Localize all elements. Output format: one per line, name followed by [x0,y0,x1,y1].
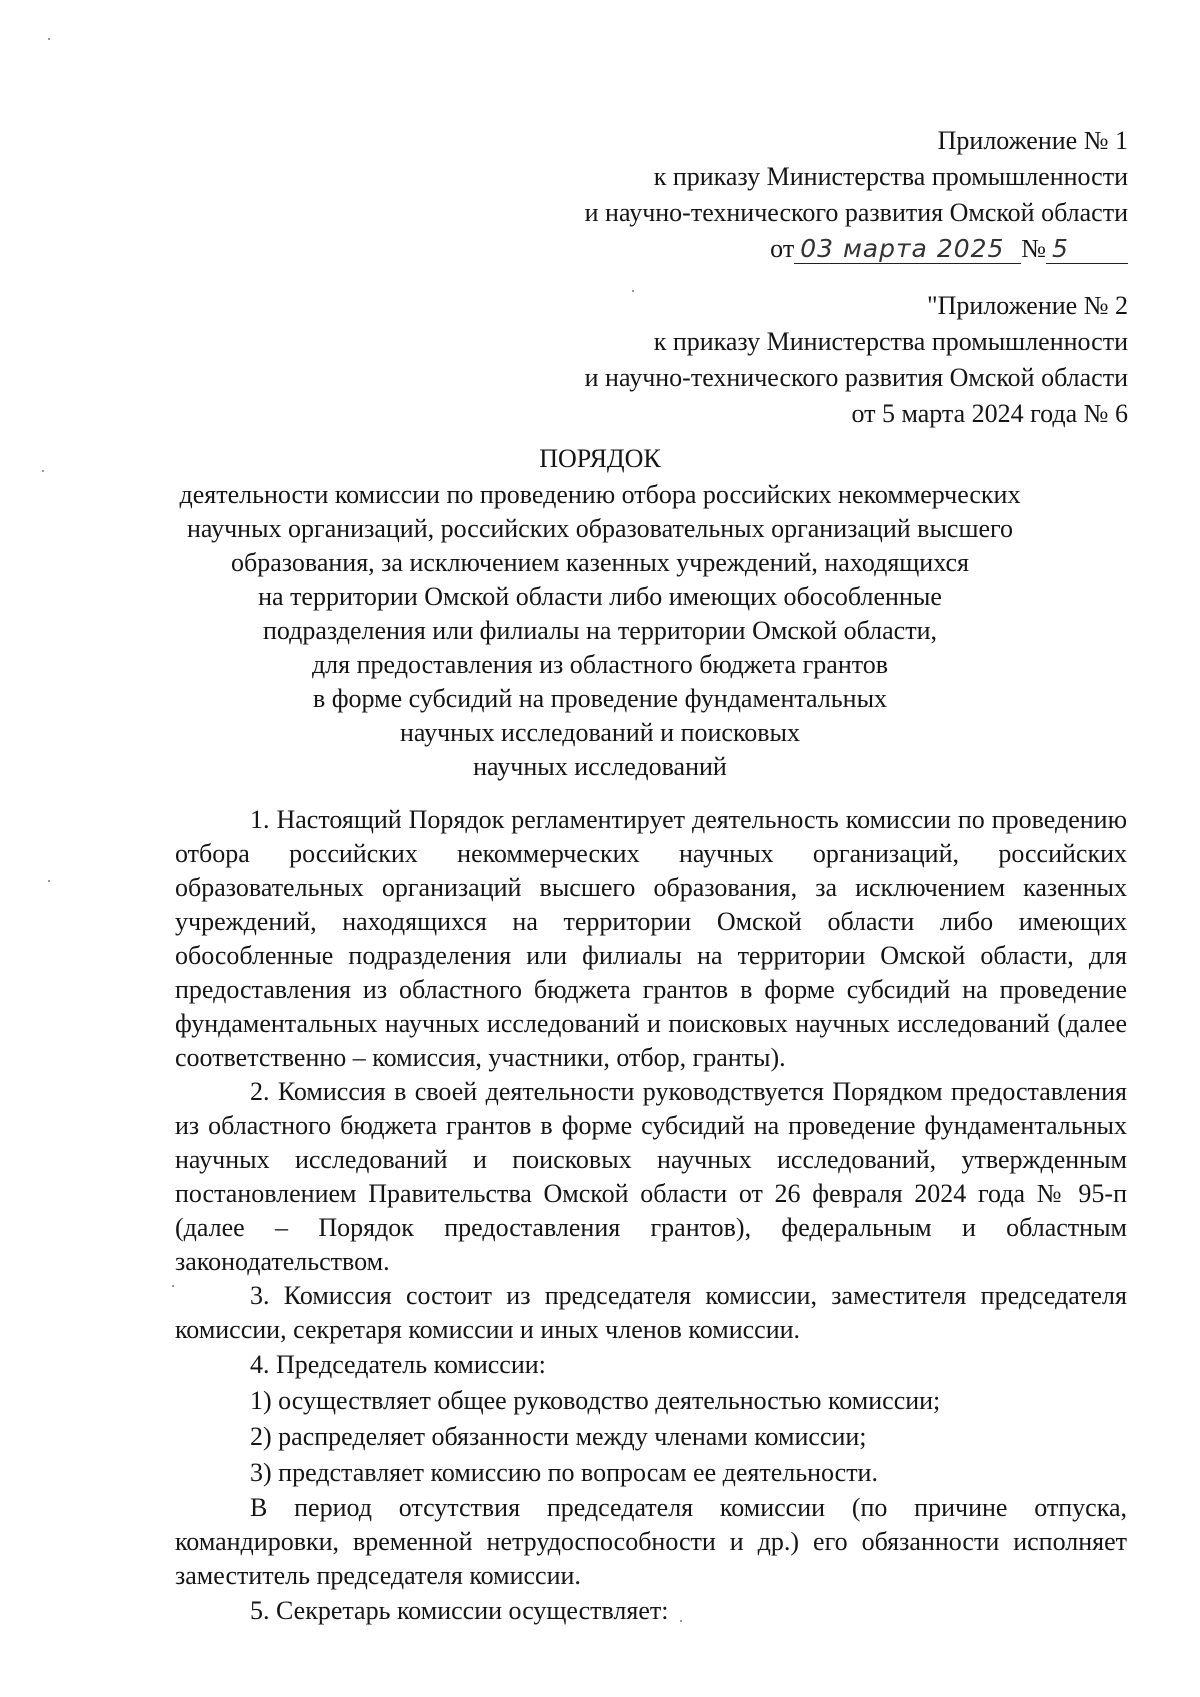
appendix-1-order-line: к приказу Министерства промышленности [653,162,1128,191]
paragraph-2: 2. Комиссия в своей деятельности руководствуется Порядком предоставления из областного бюджета грантов в форме субсидий на проведение фундаментальных научных исследований и поисковых научных исследований, утвержденным постановлением Правительства Омской области от 26 февраля 2024 года № 95-п (далее – Порядок предоставления грантов), федеральным и областным законодательством. [175,1077,1127,1276]
paragraph-4-absence: В период отсутствия председателя комиссии (по причине отпуска, командировки, временной нетрудоспособности и др.) его обязанности исполняет заместитель председателя комиссии. [175,1493,1127,1590]
handwritten-date: 03 марта 2025 [794,235,1021,264]
appendix-2-title: "Приложение № 2 [927,291,1128,320]
title-line: научных исследований и поисковых [399,718,801,747]
title-line: в форме субсидий на проведение фундаментальных [312,684,888,713]
appendix-2-ministry-line: и научно-технического развития Омской области [584,363,1128,392]
title-line: научных исследований [473,752,727,781]
list-item: 2) распределяет обязанности между членами комиссии; [250,1422,867,1451]
paragraph-4: 4. Председатель комиссии: [250,1350,546,1379]
scan-speck [172,1285,174,1287]
appendix-2-header [328,288,1128,432]
title-line: на территории Омской области либо имеющих обособленные [258,582,942,611]
appendix-1-date-line [328,231,1128,267]
scan-speck [48,880,50,882]
appendix-2-order-line: к приказу Министерства промышленности [653,327,1128,356]
appendix-1-ministry-line: и научно-технического развития Омской области [584,198,1128,227]
title-line: научных организаций, российских образовательных организаций высшего [186,514,1014,543]
document-title [120,442,1080,784]
paragraph-1: 1. Настоящий Порядок регламентирует деятельность комиссии по проведению отбора российских некоммерческих научных организаций, российских образовательных организаций высшего образования, за исключением казенных учреждений, находящихся на территории Омской области либо имеющих обособленные подразделения или филиалы на территории Омской области, для предоставления из областного бюджета грантов в форме субсидий на проведение фундаментальных научных исследований и поисковых научных исследований (далее соответственно – комиссия, участники, отбор, гранты). [175,805,1127,1072]
paragraph-3: 3. Комиссия состоит из председателя комиссии, заместителя председателя комиссии, секретаря комиссии и иных членов комиссии. [175,1281,1127,1344]
title-heading: ПОРЯДОК [539,444,661,473]
date-prefix: от [770,234,795,263]
title-line: деятельности комиссии по проведению отбора российских некоммерческих [179,480,1021,509]
scan-speck [680,1620,682,1622]
appendix-1-title: Приложение № 1 [937,126,1128,155]
title-line: подразделения или филиалы на территории Омской области, [263,616,937,645]
list-item: 1) осуществляет общее руководство деятельностью комиссии; [250,1386,941,1415]
scan-speck [632,290,634,292]
paragraph-5: 5. Секретарь комиссии осуществляет: [250,1596,669,1625]
title-line: для предоставления из областного бюджета грантов [311,650,889,679]
appendix-1-header [328,123,1128,267]
scan-speck [48,38,50,40]
document-body [175,803,1127,1629]
appendix-2-date-line: от 5 марта 2024 года № 6 [851,399,1128,428]
list-item: 3) представляет комиссию по вопросам ее деятельности. [250,1458,878,1487]
handwritten-number: 5 [1046,235,1128,264]
scan-speck [42,470,44,472]
number-prefix: № [1021,234,1046,263]
title-line: образования, за исключением казенных учреждений, находящихся [231,548,969,577]
